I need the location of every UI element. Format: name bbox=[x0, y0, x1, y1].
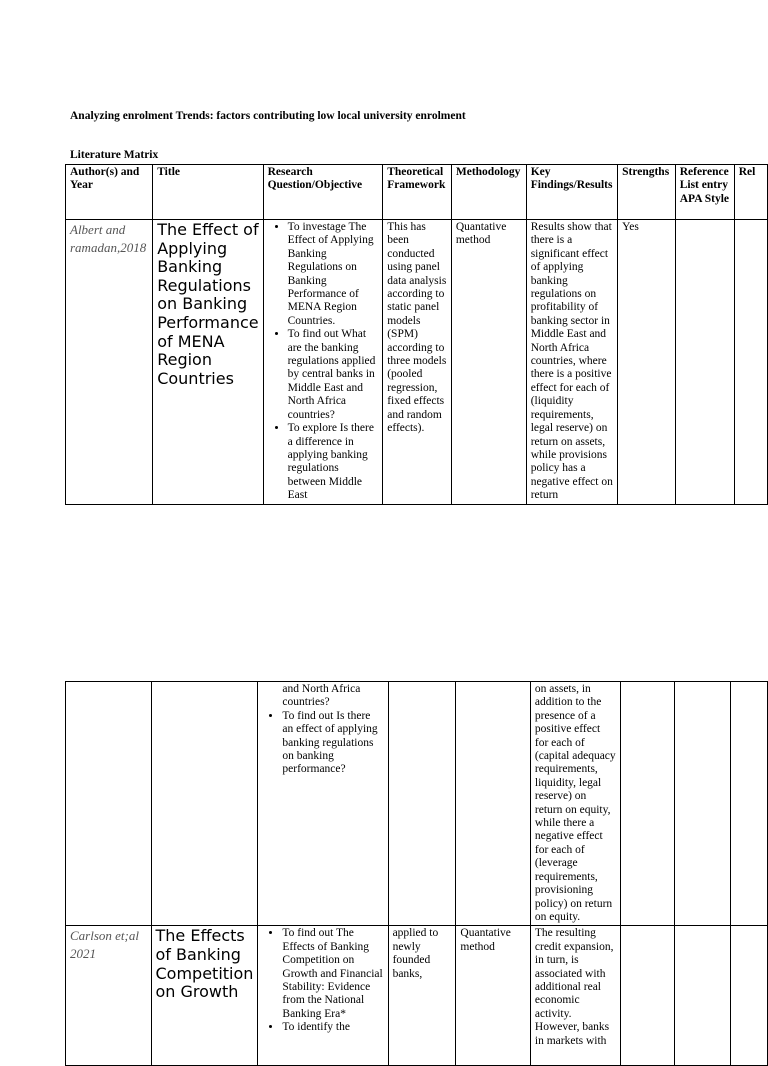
header-title: Title bbox=[153, 165, 263, 220]
header-reference-entry: Reference List entry APA Style bbox=[675, 165, 734, 220]
header-strengths: Strengths bbox=[618, 165, 676, 220]
table-row bbox=[66, 926, 768, 1066]
objective-list-lead bbox=[262, 683, 383, 710]
literature-matrix-table-continued bbox=[65, 681, 768, 1066]
findings-cell: The resulting credit expansion, in turn, is associated with additional real economic activity. However, banks in markets with bbox=[530, 926, 620, 1066]
methodology-cell: Quantative method bbox=[456, 926, 530, 1066]
objective-list bbox=[262, 927, 383, 1034]
objective-item: • To find out The Effects of Banking Competition on Growth and Financial Stability: Evidence from the National Banking Era* bbox=[282, 927, 383, 1021]
table-row bbox=[66, 682, 768, 926]
framework-cell: applied to newly founded banks, bbox=[388, 926, 456, 1066]
objective-item: • To find out Is there an effect of applying banking regulations on banking performance? bbox=[282, 710, 383, 777]
header-theoretical-framework: Theoretical Framework bbox=[383, 165, 452, 220]
table-row bbox=[66, 220, 768, 505]
title-cell bbox=[151, 682, 258, 926]
framework-cell bbox=[388, 682, 456, 926]
header-row bbox=[66, 165, 768, 220]
author-cell bbox=[66, 220, 153, 505]
header-relevance: Rel bbox=[734, 165, 767, 220]
findings-cell: Results show that there is a significant effect of applying banking regulations on profitability of banking sector in Middle East and North Africa countries, where there is a positive effect for each of (liquidity requirements, legal reserve) on return on assets, while provisions policy has a negative effect on return bbox=[526, 220, 617, 505]
methodology-cell bbox=[456, 682, 530, 926]
header-key-findings: Key Findings/Results bbox=[526, 165, 617, 220]
relevance-cell bbox=[730, 682, 767, 926]
title-cell bbox=[153, 220, 263, 505]
relevance-cell bbox=[730, 926, 767, 1066]
header-methodology: Methodology bbox=[451, 165, 526, 220]
author-cell bbox=[66, 926, 152, 1066]
strengths-cell bbox=[621, 682, 675, 926]
author-cell bbox=[66, 682, 152, 926]
author-year: Carlson et;al 2021 bbox=[70, 928, 139, 962]
relevance-cell bbox=[734, 220, 767, 505]
reference-cell bbox=[675, 220, 734, 505]
reference-cell bbox=[675, 682, 730, 926]
objective-item: • To find out What are the banking regulations applied by central banks in Middle East and North Africa countries? bbox=[288, 328, 379, 422]
findings-cell: on assets, in addition to the presence of a positive effect for each of (capital adequacy requirements, liquidity, legal reserve) on return on equity, while there a negative effect for each of (leverage requirements, provisioning policy) on return on equity. bbox=[530, 682, 620, 926]
methodology-cell: Quantative method bbox=[451, 220, 526, 505]
author-year: Albert and ramadan,2018 bbox=[70, 222, 147, 255]
title-cell bbox=[151, 926, 258, 1066]
literature-matrix-table bbox=[65, 164, 768, 505]
framework-cell: This has been conducted using panel data analysis according to static panel models (SPM) according to three models (pooled regression, fixed effects and random effects). bbox=[383, 220, 452, 505]
objective-item: • To investage The Effect of Applying Banking Regulations on Banking Performance of MENA Region Countries. bbox=[288, 221, 379, 328]
header-research-question: Research Question/Objective bbox=[263, 165, 383, 220]
objective-item: • To explore Is there a difference in applying banking regulations between Middle East bbox=[288, 422, 379, 502]
objective-cell bbox=[258, 682, 388, 926]
objective-list bbox=[262, 710, 383, 777]
reference-cell bbox=[675, 926, 730, 1066]
paper-title: The Effect of Applying Banking Regulations on Banking Performance of MENA Region Countries bbox=[157, 220, 259, 388]
strengths-cell: Yes bbox=[618, 220, 676, 505]
objective-cell bbox=[263, 220, 383, 505]
header-author: Author(s) and Year bbox=[66, 165, 153, 220]
matrix-label: Literature Matrix bbox=[70, 149, 159, 161]
objective-item: • To identify the bbox=[282, 1021, 383, 1034]
objective-continuation: and North Africa countries? bbox=[282, 683, 361, 709]
objective-cell bbox=[258, 926, 388, 1066]
objective-list bbox=[268, 221, 379, 503]
document-title: Analyzing enrolment Trends: factors contributing low local university enrolment bbox=[70, 110, 466, 122]
paper-title: The Effects of Banking Competition on Growth bbox=[155, 926, 254, 1002]
strengths-cell bbox=[621, 926, 675, 1066]
